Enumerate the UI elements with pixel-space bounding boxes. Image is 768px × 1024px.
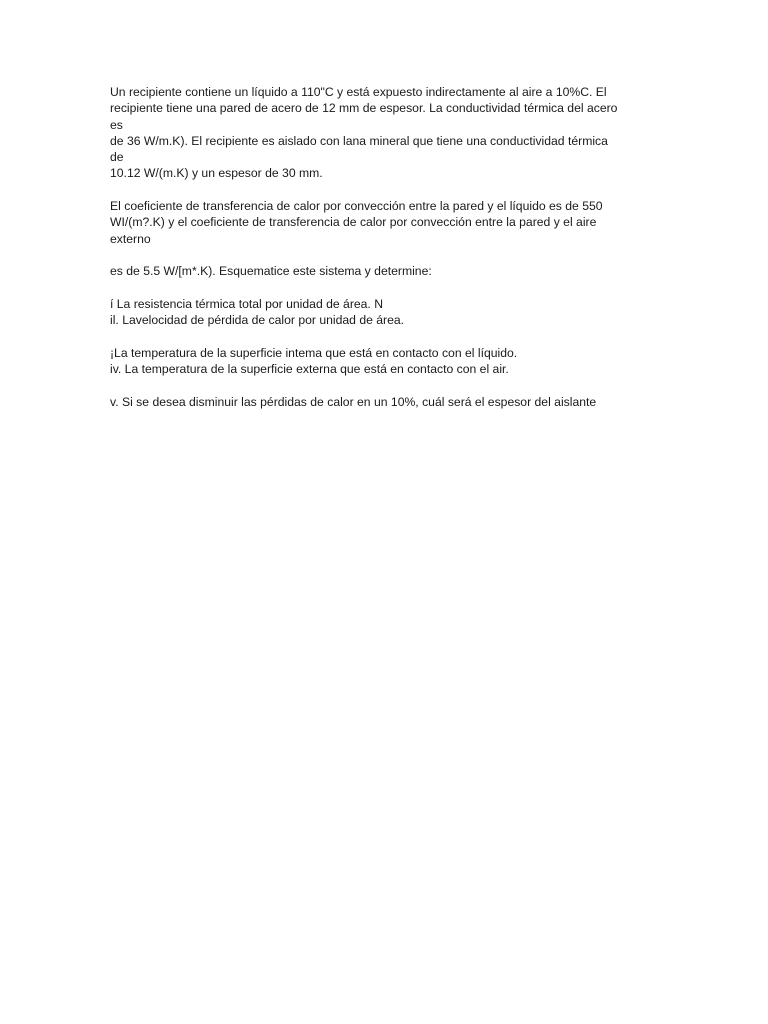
text-line: es de 5.5 W/[m*.K). Esquematice este sistema y determine: — [110, 264, 432, 279]
question-item-iii: ¡La temperatura de la superficie intema que está en contacto con el líquido. — [110, 345, 518, 360]
paragraph-gap — [110, 280, 670, 296]
question-item-v: v. Si se desea disminuir las pérdidas de calor en un 10%, cuál será el espesor del aislante — [110, 394, 597, 409]
text-line: es — [110, 117, 123, 132]
text-line: recipiente tiene una pared de acero de 12 mm de espesor. La conductividad térmica del acero — [110, 101, 618, 116]
text-line: 10.12 W/(m.K) y un espesor de 30 mm. — [110, 166, 323, 181]
question-list-3 — [110, 394, 670, 410]
text-line: externo — [110, 231, 151, 246]
paragraph-gap — [110, 377, 670, 393]
text-line: El coeficiente de transferencia de calor por convección entre la pared y el líquido es de 550 — [110, 199, 603, 214]
paragraph-task — [110, 263, 670, 279]
paragraph-convection — [110, 198, 670, 247]
text-line: de — [110, 150, 124, 165]
question-item-i: í La resistencia térmica total por unidad de área. N — [110, 296, 384, 311]
question-item-ii: il. Lavelocidad de pérdida de calor por unidad de área. — [110, 313, 405, 328]
text-line: Un recipiente contiene un líquido a 110"C y está expuesto indirectamente al aire a 10%C. El — [110, 85, 607, 99]
paragraph-intro — [110, 84, 670, 182]
paragraph-gap — [110, 328, 670, 344]
text-line: WI/(m?.K) y el coeficiente de transferencia de calor por convección entre la pared y el aire — [110, 215, 597, 230]
document-body — [110, 84, 670, 410]
question-item-iv: iv. La temperatura de la superficie externa que está en contacto con el air. — [110, 362, 509, 377]
paragraph-gap — [110, 182, 670, 198]
text-line: de 36 W/m.K). El recipiente es aislado con lana mineral que tiene una conductividad térmica — [110, 133, 608, 148]
question-list-1 — [110, 296, 670, 329]
paragraph-gap — [110, 247, 670, 263]
question-list-2 — [110, 345, 670, 378]
